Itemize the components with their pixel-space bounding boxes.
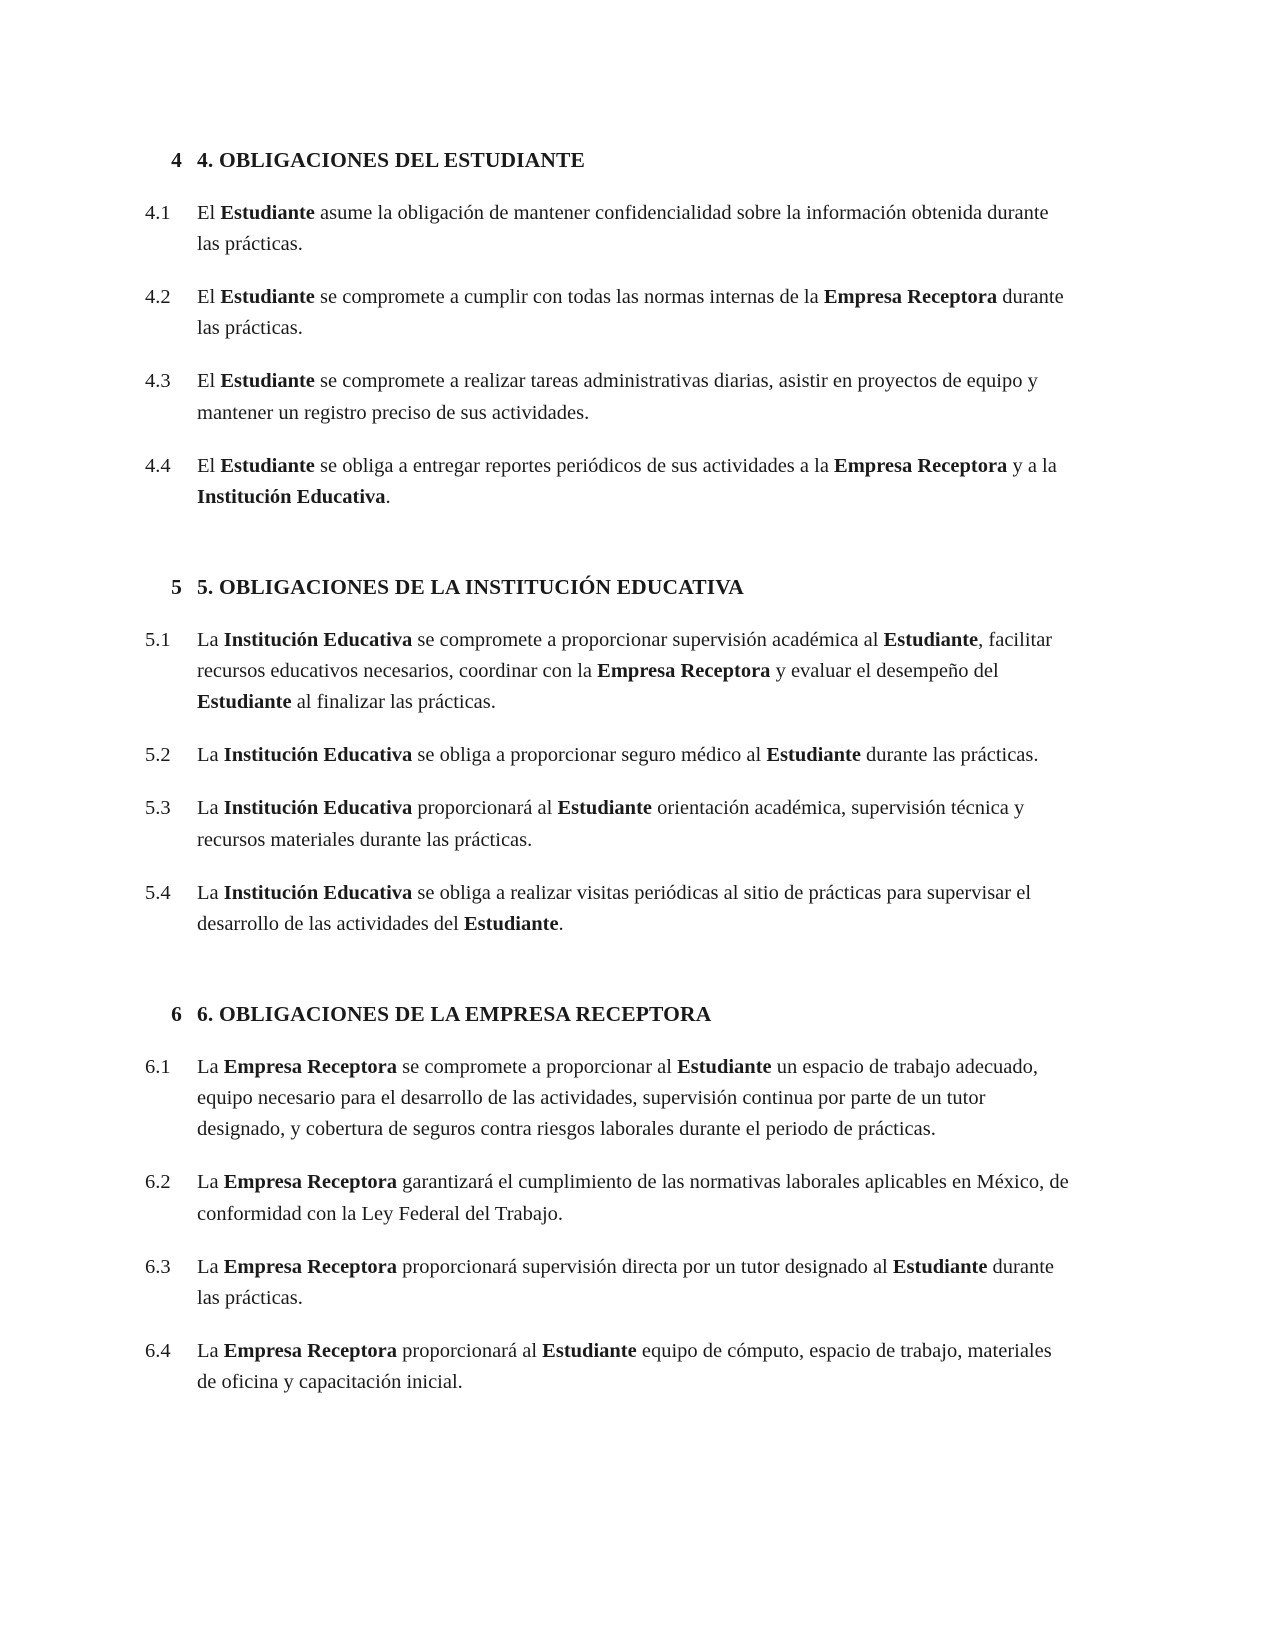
clause-run: La: [197, 628, 224, 651]
clause-run: , facilitar recursos educativos necesarios, coordinar con la: [197, 628, 1053, 682]
section-number: 6: [171, 1002, 182, 1027]
clause: [145, 451, 1075, 513]
clause-run: El: [197, 286, 221, 309]
clause-term: Empresa Receptora: [223, 1255, 398, 1278]
clause-term: Estudiante: [883, 628, 979, 651]
clause-term: Institución Educativa: [223, 744, 413, 767]
clause-term: Empresa Receptora: [223, 1171, 398, 1194]
clause-term: Empresa Receptora: [223, 1339, 398, 1362]
clause-run: se obliga a proporcionar seguro médico al: [412, 744, 767, 767]
clause-text: [197, 451, 1075, 513]
clause-number: 6.3: [145, 1255, 171, 1278]
clause-term: Institución Educativa: [223, 628, 413, 651]
clause-term: Empresa Receptora: [834, 454, 1008, 477]
clause: [145, 282, 1075, 344]
clause-text: [197, 1052, 1075, 1145]
clause-run: El: [197, 454, 221, 477]
clause-run: La: [197, 881, 224, 904]
clause-run: y evaluar el desempeño del: [770, 660, 999, 682]
clause-text: [197, 366, 1075, 428]
clause-term: Estudiante: [766, 744, 861, 767]
document-body: [145, 148, 1075, 1398]
clause: [145, 1167, 1075, 1229]
clause-term: Estudiante: [197, 691, 292, 714]
clause-number: 5.1: [145, 628, 171, 651]
clause-run: durante las prácticas.: [197, 286, 1064, 340]
clause-text: [197, 282, 1075, 344]
clause-number: 4.4: [145, 454, 171, 477]
clause-term: Estudiante: [220, 286, 315, 309]
clause-run: La: [197, 1255, 224, 1278]
clause-run: La: [197, 1339, 224, 1362]
clause-term: Estudiante: [220, 454, 315, 477]
clause-run: garantizará el cumplimiento de las normativas laborales aplicables en México, de conformidad con la Ley Federal del Trabajo.: [197, 1171, 1069, 1225]
section-heading: [145, 148, 1075, 174]
clause: [145, 1252, 1075, 1314]
section-title: 5. OBLIGACIONES DE LA INSTITUCIÓN EDUCATIVA: [197, 575, 744, 600]
clause-run: se compromete a proporcionar al: [397, 1055, 678, 1078]
clause-term: Estudiante: [892, 1255, 988, 1278]
clause-run: al finalizar las prácticas.: [291, 691, 496, 714]
clause-run: La: [197, 797, 224, 820]
clause-run: proporcionará al: [412, 797, 558, 820]
clause-text: [197, 625, 1075, 718]
clause-number: 6.2: [145, 1171, 171, 1194]
clause: [145, 1336, 1075, 1398]
clause-term: Empresa Receptora: [823, 286, 998, 309]
clause-term: Estudiante: [677, 1055, 772, 1078]
clause-run: El: [197, 201, 221, 224]
clause: [145, 793, 1075, 855]
clause-run: durante las prácticas.: [860, 744, 1039, 767]
document-section: [145, 575, 1075, 940]
clause-run: El: [197, 370, 221, 393]
clause-number: 4.3: [145, 370, 171, 393]
clause-run: La: [197, 1055, 224, 1078]
clause-run: proporcionará al: [397, 1339, 543, 1362]
clause-number: 6.4: [145, 1339, 171, 1362]
clause-number: 6.1: [145, 1055, 171, 1078]
clause-term: Institución Educativa: [197, 485, 386, 508]
clause-run: .: [558, 912, 564, 935]
section-heading: [145, 1002, 1075, 1028]
clause-run: se compromete a cumplir con todas las normas internas de la: [314, 286, 824, 309]
clause-text: [197, 198, 1075, 260]
clause-run: se obliga a realizar visitas periódicas al sitio de prácticas para supervisar el desarrollo de las actividades del: [197, 881, 1032, 935]
clause-run: .: [385, 485, 391, 508]
clause-run: asume la obligación de mantener confidencialidad sobre la información obtenida durante las prácticas.: [197, 201, 1049, 255]
clause-run: equipo de cómputo, espacio de trabajo, materiales de oficina y capacitación inicial.: [197, 1339, 1052, 1394]
clause-run: La: [197, 1171, 224, 1194]
document-section: [145, 148, 1075, 513]
clause: [145, 740, 1075, 771]
clause-number: 5.2: [145, 744, 171, 767]
clause-number: 4.2: [145, 286, 171, 309]
clause-number: 5.3: [145, 797, 171, 820]
section-number: 4: [171, 148, 182, 172]
clause-run: se compromete a proporcionar supervisión académica al: [412, 628, 884, 651]
clause: [145, 878, 1075, 940]
clause-run: se obliga a entregar reportes periódicos de sus actividades a la: [314, 454, 835, 477]
clause-run: orientación académica, supervisión técnica y recursos materiales durante las prácticas.: [197, 797, 1025, 851]
clause-text: [197, 793, 1075, 855]
clause-term: Estudiante: [220, 370, 315, 393]
clause-text: [197, 878, 1075, 940]
clause-run: y a la: [1007, 454, 1057, 477]
clause: [145, 366, 1075, 428]
section-title: 6. OBLIGACIONES DE LA EMPRESA RECEPTORA: [197, 1002, 712, 1027]
clause-run: durante las prácticas.: [197, 1255, 1055, 1309]
clause-text: [197, 740, 1075, 771]
clause-run: La: [197, 744, 224, 767]
section-title: 4. OBLIGACIONES DEL ESTUDIANTE: [197, 148, 586, 172]
clause-number: 5.4: [145, 881, 171, 904]
clause-text: [197, 1167, 1075, 1229]
clause-term: Empresa Receptora: [223, 1055, 398, 1078]
document-section: [145, 1002, 1075, 1398]
clause-term: Institución Educativa: [223, 797, 413, 820]
clause-run: proporcionará supervisión directa por un tutor designado al: [397, 1255, 893, 1278]
clause-term: Empresa Receptora: [597, 660, 771, 682]
clause: [145, 1052, 1075, 1145]
clause-run: se compromete a realizar tareas administrativas diarias, asistir en proyectos de equipo y mantener un registro preciso de sus actividades.: [197, 370, 1038, 424]
section-number: 5: [171, 575, 182, 600]
clause-term: Estudiante: [557, 797, 652, 820]
section-heading: [145, 575, 1075, 601]
clause: [145, 625, 1075, 718]
clause-text: [197, 1252, 1075, 1314]
clause-run: un espacio de trabajo adecuado, equipo necesario para el desarrollo de las actividades, supervisión continua por parte de un tutor designado, y cobertura de seguros contra riesgos laborales durante el periodo de prácticas.: [197, 1055, 1039, 1141]
clause-term: Institución Educativa: [223, 881, 413, 904]
clause-number: 4.1: [145, 201, 171, 224]
clause-text: [197, 1336, 1075, 1398]
clause-term: Estudiante: [463, 912, 559, 935]
clause-term: Estudiante: [542, 1339, 637, 1362]
clause: [145, 198, 1075, 260]
clause-term: Estudiante: [220, 201, 315, 224]
